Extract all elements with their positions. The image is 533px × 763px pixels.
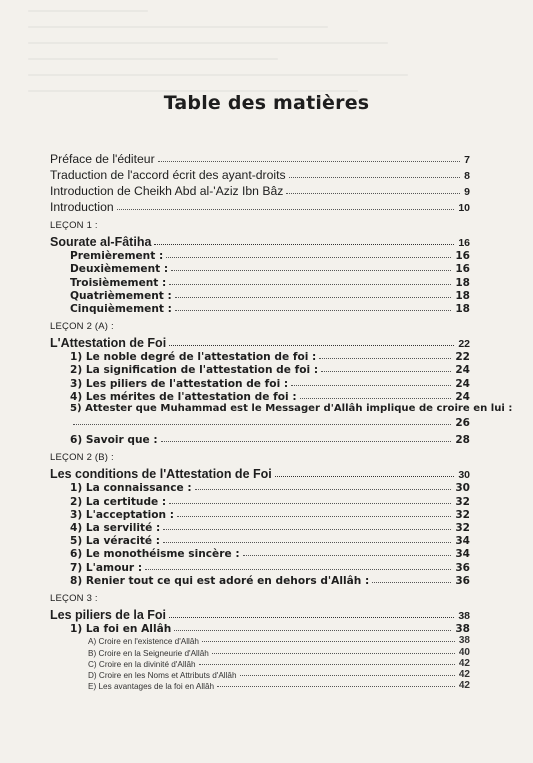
toc-subitem[interactable]: [50, 669, 470, 680]
toc-entry-preface[interactable]: [50, 150, 470, 166]
toc-item[interactable]: [50, 390, 470, 403]
toc-entry-page: 18: [455, 302, 470, 315]
toc-entry-page: 24: [455, 390, 470, 403]
toc-entry-page: 16: [455, 250, 470, 263]
leader-dots: [169, 617, 454, 618]
section-title: Sourate al-Fâtiha: [50, 235, 152, 249]
toc-entry-page: 42: [458, 657, 470, 669]
toc-item-wrap: [50, 416, 470, 429]
toc-section[interactable]: [50, 465, 470, 481]
toc-entry-introduction[interactable]: [50, 198, 470, 214]
toc-entry-page: 42: [458, 680, 470, 692]
leader-dots: [289, 177, 461, 178]
toc-item-label: 8) Renier tout ce qui est adoré en dehors d'Allâh :: [70, 574, 370, 587]
toc-subitem[interactable]: [50, 658, 470, 669]
toc-subitem-label: B) Croire en la Seigneurie d'Allâh: [88, 648, 209, 658]
toc-entry-page: 16: [455, 263, 470, 276]
toc-item[interactable]: [50, 547, 470, 560]
leader-dots: [166, 257, 451, 258]
toc-item[interactable]: [50, 508, 470, 521]
toc-item-label: Premièrement :: [70, 250, 164, 263]
toc-item-label: 1) La connaissance :: [70, 482, 192, 495]
toc-entry-page: 22: [458, 337, 470, 350]
toc-entry-page: 40: [458, 646, 470, 658]
toc-item[interactable]: [50, 560, 470, 573]
leader-dots: [319, 358, 451, 359]
toc-subitem[interactable]: [50, 635, 470, 646]
toc-item[interactable]: [50, 289, 470, 302]
lesson-label: LEÇON 2 (A) :: [50, 320, 114, 332]
toc-entry-page: 24: [455, 377, 470, 390]
toc-entry-page: 9: [464, 186, 470, 198]
toc-entry-page: 18: [455, 276, 470, 289]
leader-dots: [199, 664, 455, 665]
toc-subitem-label: E) Les avantages de la foi en Allâh: [88, 682, 215, 692]
toc-subitem-label: D) Croire en les Noms et Attributs d'Allâh: [88, 671, 237, 681]
toc-entry-page: 30: [455, 482, 470, 495]
leader-dots: [372, 582, 451, 583]
toc-item[interactable]: [50, 363, 470, 376]
toc-item-label: Troisièmement :: [70, 276, 167, 289]
toc-entry-label: Traduction de l'accord écrit des ayant-droits: [50, 168, 286, 182]
toc-item[interactable]: [50, 350, 470, 363]
leader-dots: [175, 297, 452, 298]
toc-entry-page: 42: [458, 669, 470, 681]
toc-entry-translation[interactable]: [50, 166, 470, 182]
toc-subitem-label: A) Croire en l'existence d'Allâh: [88, 637, 199, 647]
toc-item[interactable]: [50, 481, 470, 494]
page-title: Table des matières: [163, 92, 370, 114]
toc-entry-page: 32: [455, 495, 470, 508]
toc-section[interactable]: [50, 334, 470, 350]
table-of-contents: [50, 150, 513, 692]
toc-item-label: 4) La servilité :: [70, 522, 161, 534]
toc-item-label: Cinquièmement :: [70, 302, 172, 315]
toc-subitem[interactable]: [50, 646, 470, 657]
toc-entry-introduction-bin-baz[interactable]: [50, 182, 470, 198]
toc-item[interactable]: [50, 433, 470, 446]
toc-item[interactable]: [50, 275, 470, 288]
toc-entry-page: 7: [464, 154, 470, 166]
toc-item[interactable]: [50, 521, 470, 534]
leader-dots: [163, 542, 451, 543]
toc-item-label: 7) L'amour :: [70, 561, 143, 574]
leader-dots: [175, 310, 452, 311]
toc-item[interactable]: [50, 262, 470, 275]
toc-entry-page: 8: [464, 170, 470, 182]
toc-subitem[interactable]: [50, 680, 470, 691]
toc-section[interactable]: [50, 233, 470, 249]
leader-dots: [154, 244, 454, 245]
toc-entry-page: 38: [455, 622, 470, 635]
toc-entry-page: 32: [455, 508, 470, 521]
leader-dots: [202, 641, 455, 642]
toc-subitem-label: C) Croire en la divinité d'Allâh: [88, 659, 196, 669]
toc-entry-page: 22: [455, 351, 470, 364]
toc-item[interactable]: [50, 376, 470, 389]
toc-entry-page: 36: [455, 561, 470, 574]
toc-item-label: 3) Les piliers de l'attestation de foi :: [70, 377, 289, 390]
toc-entry-page: 34: [455, 535, 470, 548]
leader-dots: [243, 555, 452, 556]
toc-item-label: 2) La certitude :: [70, 495, 167, 508]
leader-dots: [321, 371, 451, 372]
leader-dots: [158, 161, 461, 162]
toc-entry-label: Préface de l'éditeur: [50, 152, 155, 166]
section-title: Les conditions de l'Attestation de Foi: [50, 467, 272, 482]
leader-dots: [174, 630, 451, 631]
toc-item-label: 1) La foi en Allâh: [70, 622, 172, 635]
toc-item[interactable]: [50, 622, 470, 635]
toc-item[interactable]: [50, 302, 470, 315]
leader-dots: [217, 686, 455, 687]
leader-dots: [73, 424, 451, 425]
toc-item[interactable]: [50, 574, 470, 587]
bleed-through-text: [28, 10, 408, 150]
section-title: L'Attestation de Foi: [50, 335, 167, 350]
lesson-label: LEÇON 2 (B) :: [50, 452, 114, 464]
leader-dots: [171, 270, 451, 271]
lesson-label: LEÇON 3 :: [50, 592, 98, 604]
leader-dots: [300, 398, 452, 399]
toc-item-label: 6) Le monothéisme sincère :: [70, 548, 240, 561]
toc-entry-page: 34: [455, 548, 470, 561]
toc-item-label: 4) Les mérites de l'attestation de foi :: [70, 390, 297, 403]
toc-item-label: 6) Savoir que :: [70, 434, 158, 447]
toc-entry-page: 16: [458, 237, 470, 249]
leader-dots: [275, 476, 455, 477]
leader-dots: [169, 284, 451, 285]
toc-item[interactable]: [50, 249, 470, 262]
toc-item-label: 2) La signification de l'attestation de foi :: [70, 364, 319, 377]
toc-entry-page: 38: [458, 609, 470, 622]
leader-dots: [117, 209, 455, 210]
leader-dots: [169, 345, 454, 346]
toc-item[interactable]: [50, 494, 470, 507]
toc-item[interactable]: [50, 534, 470, 547]
leader-dots: [291, 385, 451, 386]
toc-item-label: 3) L'acceptation :: [70, 508, 175, 521]
leader-dots: [195, 489, 452, 490]
leader-dots: [169, 503, 451, 504]
leader-dots: [212, 653, 455, 654]
toc-entry-page: 28: [455, 434, 470, 447]
section-title: Les piliers de la Foi: [50, 607, 167, 622]
toc-entry-page: 24: [455, 364, 470, 377]
leader-dots: [145, 569, 451, 570]
lesson-label: LEÇON 1 :: [50, 220, 98, 231]
toc-entry-label: Introduction: [50, 200, 114, 214]
toc-section[interactable]: [50, 606, 470, 622]
toc-item-long-label[interactable]: 5) Attester que Muhammad est le Messager d'Allâh implique de croire en lui :: [70, 402, 513, 414]
toc-item-label: Quatrièmement :: [70, 289, 172, 302]
leader-dots: [240, 675, 455, 676]
toc-entry-page: 32: [455, 522, 470, 534]
toc-item-label: 1) Le noble degré de l'attestation de foi :: [70, 351, 317, 364]
toc-item-label: 5) La véracité :: [70, 535, 161, 548]
toc-entry-page: 36: [455, 574, 470, 587]
toc-item-label: Deuxièmement :: [70, 263, 169, 276]
leader-dots: [161, 441, 452, 442]
leader-dots: [177, 516, 451, 517]
toc-entry-page: 30: [458, 469, 470, 482]
toc-entry-label: Introduction de Cheikh Abd al-'Aziz Ibn Bâz: [50, 184, 284, 198]
toc-entry-page: 18: [455, 289, 470, 302]
leader-dots: [286, 193, 460, 194]
toc-entry-page: 10: [458, 202, 470, 214]
leader-dots: [163, 529, 451, 530]
toc-entry-page: 38: [458, 635, 470, 647]
toc-entry-page: 26: [455, 417, 470, 430]
